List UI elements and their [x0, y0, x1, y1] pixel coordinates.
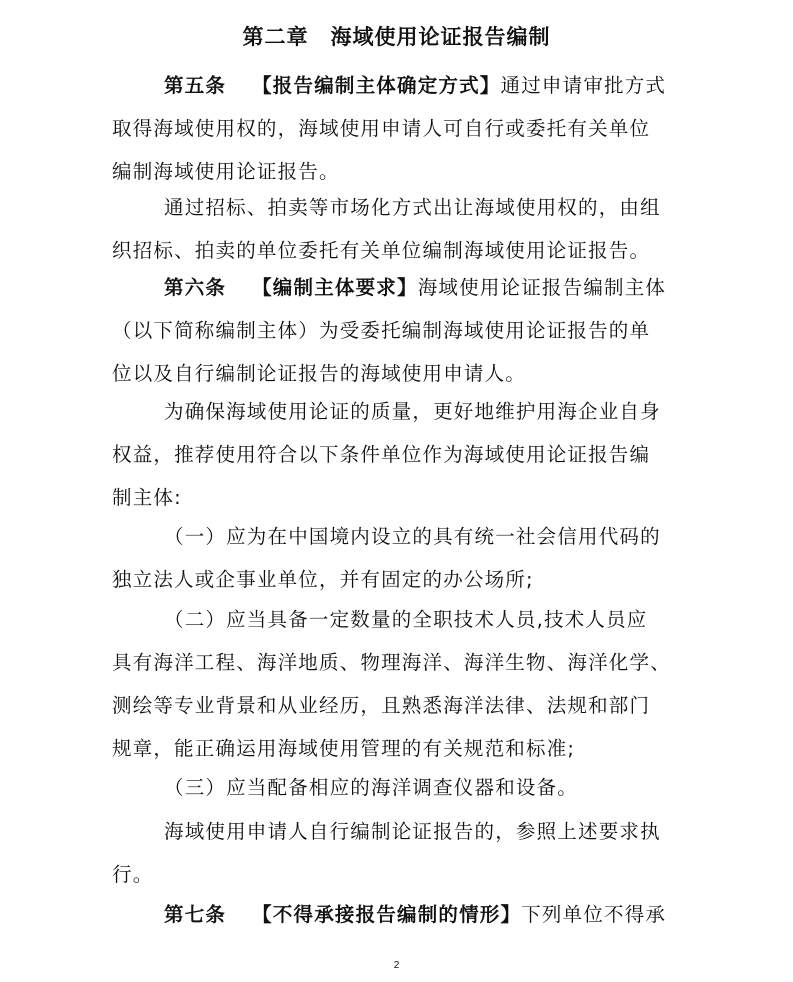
article-5-number: 第五条 [164, 74, 227, 97]
article-5-paragraph-2 [112, 186, 692, 272]
article-6-p3-line-1: 海域使用申请人自行编制论证报告的，参照上述要求执 [164, 820, 661, 843]
article-6-item-2-line-1: （二）应当具备一定数量的全职技术人员,技术人员应 [164, 608, 648, 631]
article-6-text-start: 海域使用论证报告编制主体 [417, 276, 667, 299]
article-7-number: 第七条 [164, 903, 227, 926]
article-5-line-2: 取得海域使用权的，海域使用申请人可自行或委托有关单位 [112, 117, 651, 140]
article-6-line-2: （以下简称编制主体）为受委托编制海域使用论证报告的单 [112, 319, 651, 342]
article-6-item-2-line-4: 规章，能正确运用海域使用管理的有关规范和标准; [112, 737, 576, 760]
article-6-item-1 [112, 515, 692, 601]
article-7-paragraph [112, 893, 692, 936]
article-7-line-1 [112, 893, 692, 936]
article-6-item-2 [112, 598, 692, 770]
article-5-line-3: 编制海域使用论证报告。 [112, 160, 340, 183]
article-5-p2-line-2: 织招标、拍卖的单位委托有关单位编制海域使用论证报告。 [112, 239, 651, 262]
article-5-text-start: 通过申请审批方式 [500, 74, 667, 97]
chapter-title: 第二章 海域使用论证报告编制 [242, 25, 551, 49]
article-5-line-1 [112, 64, 692, 107]
article-6-item-3-line-1: （三）应当配备相应的海洋调查仪器和设备。 [164, 776, 579, 799]
article-6-item-1-line-1: （一）应为在中国境内设立的具有统一社会信用代码的 [164, 525, 661, 548]
article-6-line-3: 位以及自行编制论证报告的海域使用申请人。 [112, 362, 527, 385]
article-6-number: 第六条 [164, 276, 227, 299]
article-6-p2-line-3: 制主体: [112, 486, 182, 509]
article-5-heading: 【报告编制主体确定方式】 [252, 74, 501, 97]
article-6-item-2-line-3: 测绘等专业背景和从业经历，且熟悉海洋法律、法规和部门 [112, 694, 651, 717]
article-5-p2-line-1: 通过招标、拍卖等市场化方式出让海域使用权的，由组 [164, 196, 661, 219]
article-6-item-1-line-2: 独立法人或企事业单位，并有固定的办公场所; [112, 568, 534, 591]
article-6-p2-line-1: 为确保海域使用论证的质量，更好地维护用海企业自身 [164, 400, 661, 423]
article-6-p2-line-2: 权益，推荐使用符合以下条件单位作为海域使用论证报告编 [112, 443, 651, 466]
article-6-line-1 [112, 266, 692, 309]
article-6-paragraph [112, 266, 692, 395]
article-6-item-3 [112, 766, 692, 809]
article-6-paragraph-2 [112, 390, 692, 519]
article-6-heading: 【编制主体要求】 [252, 276, 418, 299]
page-number: 2 [393, 960, 400, 971]
article-7-text-start: 下列单位不得承 [521, 903, 667, 926]
article-6-item-2-line-2: 具有海洋工程、海洋地质、物理海洋、海洋生物、海洋化学、 [112, 651, 671, 674]
article-6-paragraph-3 [112, 810, 692, 896]
article-7-heading: 【不得承接报告编制的情形】 [252, 903, 522, 926]
article-6-p3-line-2: 行。 [112, 863, 154, 886]
article-5-paragraph [112, 64, 692, 193]
